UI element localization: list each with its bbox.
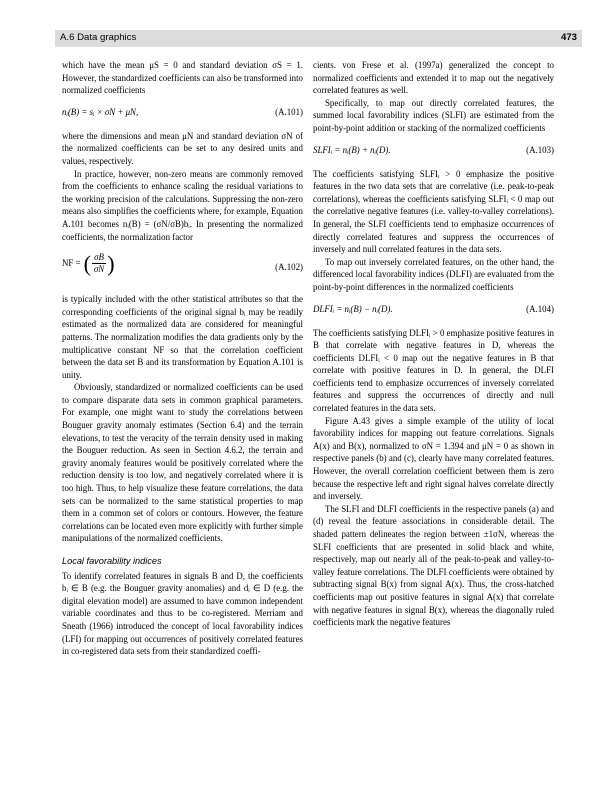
equation-a102 [62, 252, 303, 284]
paragraph: The coefficients satisfying DLFIᵢ > 0 emphasize positive features in B that correlate with negative features in D, whereas the coefficients DLFIᵢ < 0 map out the negative features in B that correlate with positive features in D. In general, the DLFI coefficients tend to emphasize occurrences of inversely correlated features and suppress the occurrences of directly and null correlated features in the data sets. [313, 327, 554, 414]
left-column [62, 59, 303, 658]
equation-expression: nᵢ(B) = sᵢ × σN + μN, [62, 106, 139, 117]
paragraph: is typically included with the other statistical attributes so that the corresponding coefficients of the original signal bᵢ may be readily estimated as the normalized data are considered for meaningful patterns. The normalization modifies the data gradients only by the multiplicative constant NF so that the correlation coefficient between the data set B and its transformation by Equation A.101 is unity. [62, 294, 303, 380]
equation-number: (A.102) [275, 262, 303, 273]
running-header [55, 30, 582, 47]
equation-number: (A.104) [526, 303, 554, 314]
equation-a103 [313, 144, 554, 159]
right-column [313, 59, 554, 629]
paragraph: cients. von Frese et al. (1997a) generalized the concept to normalized coefficients and extended it to map out the negatively correlated features as well. [313, 60, 554, 96]
paragraph: The SLFI and DLFI coefficients in the respective panels (a) and (d) reveal the feature associations in considerable detail. The shaded pattern delineates the region between ±1σN, whereas the SLFI coefficients that are presented in solid black and white, respectively, map out nearly all of the peak-to-peak and valley-to-valley feature correlations. The DLFI coefficients were obtained by subtracting signal B(x) from signal A(x). Thus, the cross-hatched coefficients map out positive features in signal A(x) that correlate with negative features in signal B(x), whereas the diagonally ruled coefficients mark the negative features [313, 503, 554, 628]
paragraph: Figure A.43 gives a simple example of the utility of local favorability indices for mapping out feature correlations. Signals A(x) and B(x), normalized to σN = 1.394 and μN = 0 as shown in respective panels (b) and (c), clearly have many correlated features. However, the overall correlation coefficient between them is zero because the respective left and right signal halves correlate directly and inversely. [313, 415, 554, 502]
page-number: 473 [560, 32, 577, 43]
equation-number: (A.101) [275, 106, 303, 117]
equation-expression: SLFIᵢ = nᵢ(B) + nᵢ(D). [313, 144, 391, 155]
equation-number: (A.103) [526, 144, 554, 155]
equation-a104 [313, 303, 554, 318]
equation-a101 [62, 106, 303, 121]
fraction-numerator: σB [94, 252, 104, 263]
paragraph: where the dimensions and mean μN and standard deviation σN of the normalized coefficients can be set to any desired units and values, respectively. [62, 130, 303, 166]
paragraph: Specifically, to map out directly correlated features, the summed local favorability indices (SLFI) are estimated from the point-by-point addition or stacking of the normalized coefficients [313, 97, 554, 133]
paragraph: In practice, however, non-zero means are commonly removed from the coefficients to enhance scaling the residual variations to the working precision of the calculations. Suppressing the non-zero means also simplifies the coefficients where, for example, Equation A.101 becomes nᵢ(B) = (σN/σB)bᵢ. In presenting the normalized coefficients, the normalization factor [62, 168, 303, 242]
equation-lhs: NF = [62, 258, 81, 269]
paragraph: which have the mean μS = 0 and standard deviation σS = 1. However, the standardized coefficients can also be transformed into normalized coefficients [62, 60, 303, 96]
paragraph: To map out inversely correlated features, on the other hand, the differenced local favorability indices (DLFI) are evaluated from the point-by-point differences in the normalized coefficients [313, 256, 554, 292]
paragraph: To identify correlated features in signals B and D, the coefficients bᵢ ∈ B (e.g. the Bouguer gravity anomalies) and dᵢ ∈ D (e.g. the digital elevation model) are assumed to have common independent variable coordinates and thus to be co-registered. Merriam and Sneath (1966) introduced the concept of local favorability indices (LFI) for mapping out occurrences of positively correlated features in co-registered data sets from their standardized coeffi- [62, 570, 303, 657]
subsection-heading: Local favorability indices [62, 556, 162, 566]
fraction-denominator: σN [93, 264, 105, 275]
equation-expression: NF = ( $\frac{\sigma B}{\sigma N}$ ) [62, 250, 115, 276]
paragraph: Obviously, standardized or normalized coefficients can be used to compare disparate data sets in common graphical parameters. For example, one might want to study the correlations between Bouguer gravity anomaly estimates (Section 6.4) and the terrain elevations, to test the veracity of the terrain density used in making the Bouguer reduction. As seen in Section 4.6.2, the terrain and gravity anomaly features would be positively correlated where the reduction density is too low, and negatively correlated where it is too high. Thus, to help visualize these feature correlations, the data sets can be normalized to the same statistical properties to map them in a common set of colors or contours. However, the feature correlations can be located even more explicitly with further simple manipulations of the normalized coefficients. [62, 382, 303, 544]
paragraph: The coefficients satisfying SLFIᵢ > 0 emphasize the positive features in the two data sets that are correlative (i.e. peak-to-peak correlations), whereas the coefficients satisfying SLFIᵢ < 0 map out the correlative negative features (i.e. valley-to-valley correlations). In general, the SLFI coefficients tend to emphasize occurrences of directly correlated features and suppress the occurrences of inversely and null correlated features in the data sets. [313, 168, 554, 255]
equation-expression: DLFIᵢ = nᵢ(B) − nᵢ(D). [313, 303, 393, 314]
section-title: A.6 Data graphics [60, 32, 137, 43]
